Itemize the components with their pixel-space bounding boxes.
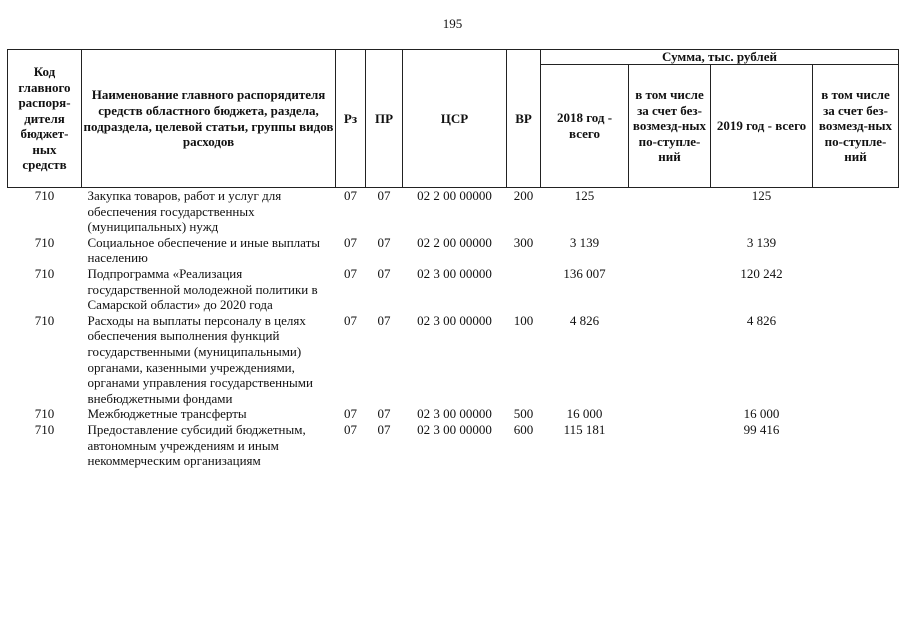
cell-pr: 07: [377, 312, 391, 328]
cell-2018-total: 3 139: [569, 234, 600, 250]
cell-2018-incl: [629, 235, 711, 266]
cell-rz: 07: [344, 234, 357, 250]
cell-name: Расходы на выплаты персоналу в целях обеспечения выполнения функций государственными (муниципальными) органами, казенными учреждениями, органами управления государственными внебюджетными фондами: [87, 312, 313, 406]
cell-2018-incl: [629, 266, 711, 313]
cell-2018-total: 136 007: [563, 265, 606, 281]
cell-2019-total: 4 826: [746, 312, 777, 328]
header-csr: ЦСР: [403, 50, 507, 188]
header-pr: ПР: [366, 50, 403, 188]
cell-2019-total: 99 416: [743, 421, 780, 437]
cell-2018-total: 4 826: [569, 312, 600, 328]
budget-table: [7, 49, 899, 469]
cell-2019-incl: [813, 235, 899, 266]
cell-rz: 07: [344, 188, 357, 203]
cell-rz: 07: [344, 312, 357, 328]
table-row: [8, 235, 899, 266]
cell-code: 710: [34, 312, 55, 328]
cell-2019-total: 16 000: [743, 406, 780, 422]
table-row: [8, 266, 899, 313]
cell-csr: 02 3 00 00000: [417, 312, 492, 328]
cell-code: 710: [34, 406, 55, 422]
cell-name: Межбюджетные трансферты: [87, 406, 247, 422]
cell-2019-total: 125: [751, 188, 772, 203]
header-2018-incl: в том числе за счет без-возмезд-ных по-ступле-ний: [629, 65, 711, 188]
cell-name: Социальное обеспечение и иные выплаты населению: [87, 234, 321, 266]
header-code: Код главного распоря-дителя бюджет-ных средств: [8, 50, 82, 188]
cell-rz: 07: [344, 265, 357, 281]
table-row: [8, 422, 899, 469]
cell-rz: 07: [344, 421, 357, 437]
cell-2018-total: 16 000: [566, 406, 603, 422]
table-row: [8, 313, 899, 407]
table-header: [8, 50, 899, 188]
cell-vr: 600: [513, 421, 534, 437]
cell-name: Предоставление субсидий бюджетным, автономным учреждениям и иным некоммерческим организациям: [87, 421, 306, 469]
cell-csr: 02 2 00 00000: [417, 234, 492, 250]
table-row: [8, 188, 899, 235]
cell-pr: 07: [377, 188, 391, 203]
cell-vr: 100: [513, 312, 534, 328]
cell-vr: 200: [513, 188, 534, 203]
cell-csr: 02 3 00 00000: [417, 265, 492, 281]
cell-2019-incl: [813, 266, 899, 313]
page-number: 195: [442, 16, 463, 31]
cell-name: Закупка товаров, работ и услуг для обеспечения государственных (муниципальных) нужд: [87, 188, 282, 235]
cell-2019-incl: [813, 313, 899, 407]
cell-2019-total: 120 242: [740, 265, 783, 281]
cell-2018-total: 115 181: [563, 421, 606, 437]
header-2019-total: 2019 год - всего: [711, 65, 813, 188]
header-name: Наименование главного распорядителя средств областного бюджета, раздела, подраздела, целевой статьи, группы видов расходов: [82, 50, 336, 188]
cell-2018-total: 125: [574, 188, 595, 203]
cell-2018-incl: [629, 422, 711, 469]
cell-2018-incl: [629, 188, 711, 235]
cell-2018-incl: [629, 313, 711, 407]
cell-vr: 500: [513, 406, 534, 422]
cell-vr: 300: [513, 234, 534, 250]
cell-2019-incl: [813, 422, 899, 469]
header-sum: Сумма, тыс. рублей: [541, 50, 899, 65]
cell-pr: 07: [377, 406, 391, 422]
cell-2019-incl: [813, 406, 899, 422]
cell-2018-incl: [629, 406, 711, 422]
header-2019-incl: в том числе за счет без-возмезд-ных по-ступле-ний: [813, 65, 899, 188]
cell-vr: [507, 266, 541, 313]
cell-code: 710: [34, 234, 55, 250]
cell-csr: 02 2 00 00000: [417, 188, 492, 203]
cell-pr: 07: [377, 234, 391, 250]
cell-csr: 02 3 00 00000: [417, 421, 492, 437]
table-row: [8, 406, 899, 422]
cell-code: 710: [34, 265, 55, 281]
cell-pr: 07: [377, 265, 391, 281]
cell-rz: 07: [344, 406, 357, 422]
cell-2019-total: 3 139: [746, 234, 777, 250]
cell-name: Подпрограмма «Реализация государственной молодежной политики в Самарской области» до 2020 года: [87, 265, 318, 313]
cell-code: 710: [34, 421, 55, 437]
table-body: [8, 188, 899, 469]
cell-csr: 02 3 00 00000: [417, 406, 492, 422]
cell-code: 710: [34, 188, 55, 203]
header-vr: ВР: [507, 50, 541, 188]
header-rz: Рз: [336, 50, 366, 188]
header-2018-total: 2018 год - всего: [541, 65, 629, 188]
cell-2019-incl: [813, 188, 899, 235]
cell-pr: 07: [377, 421, 391, 437]
